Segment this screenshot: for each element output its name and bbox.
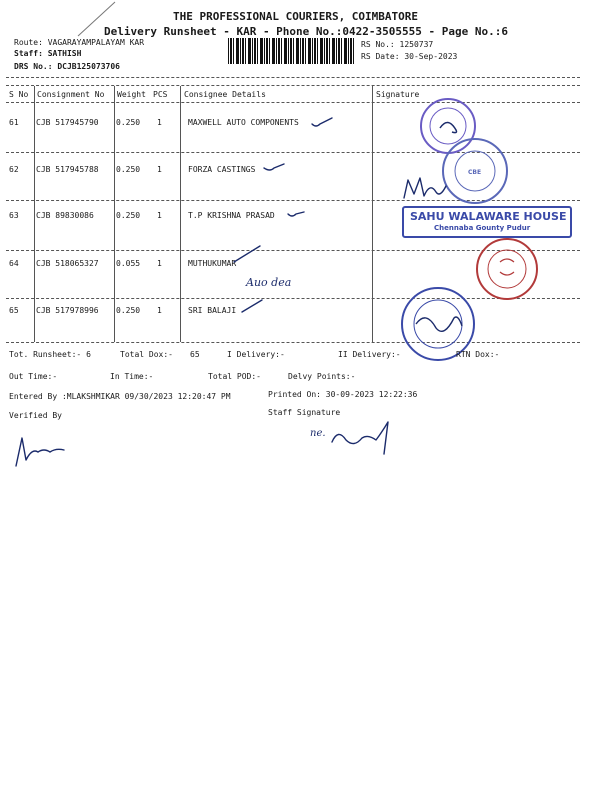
table-row-sno: 63	[9, 211, 19, 220]
table-row-consignee: FORZA CASTINGS	[188, 165, 256, 174]
page-subtitle: Delivery Runsheet - KAR - Phone No.:0422-3505555 - Page No.:6	[104, 25, 508, 38]
table-top-line-2	[6, 85, 580, 86]
delvy-points: Delvy Points:-	[288, 372, 356, 381]
col-divider	[180, 86, 181, 342]
drs-number: DRS No.: DCJB125073706	[14, 62, 120, 71]
staff-signature-label: Staff Signature	[268, 408, 341, 417]
in-time: In Time:-	[110, 372, 154, 381]
rs-date: RS Date: 30-Sep-2023	[361, 52, 458, 61]
table-row-consignment: CJB 518065327	[36, 259, 99, 268]
table-row-weight: 0.250	[116, 211, 141, 220]
printed-on: Printed On: 30-09-2023 12:22:36	[268, 390, 418, 399]
total-dox-value: 65	[190, 350, 200, 359]
total-pod: Total POD:-	[208, 372, 261, 381]
col-header-sno: S No	[9, 90, 29, 99]
table-row-pcs: 1	[157, 118, 162, 127]
col-divider	[372, 86, 373, 342]
rtn-dox: RTN Dox:-	[456, 350, 500, 359]
barcode-bars	[228, 38, 356, 64]
staff-signature-prefix: ne.	[310, 428, 326, 439]
table-bottom-line	[6, 342, 580, 343]
stamp-line-1: SAHU WALAWARE HOUSE	[410, 210, 567, 223]
col-header-signature: Signature	[376, 90, 420, 99]
page-title: THE PROFESSIONAL COURIERS, COIMBATORE	[173, 10, 419, 23]
table-row-sno: 65	[9, 306, 19, 315]
staff-signature	[328, 418, 398, 458]
circular-stamp	[474, 236, 540, 302]
table-row-pcs: 1	[157, 211, 162, 220]
tick-mark	[310, 116, 334, 128]
tick-mark	[262, 162, 286, 174]
table-row-sno: 64	[9, 259, 19, 268]
table-row-consignee: SRI BALAJI	[188, 306, 237, 315]
col-header-pcs: PCS	[153, 90, 168, 99]
table-header-line	[6, 102, 580, 103]
out-time: Out Time:-	[9, 372, 58, 381]
tick-mark	[232, 244, 262, 266]
svg-text:CBE: CBE	[468, 169, 482, 176]
tick-mark	[240, 298, 264, 316]
table-row-consignment: CJB 89830086	[36, 211, 94, 220]
tot-runsheet: Tot. Runsheet:- 6	[9, 350, 91, 359]
col-header-consignee: Consignee Details	[184, 90, 266, 99]
col-header-weight: Weight	[117, 90, 146, 99]
table-row-weight: 0.250	[116, 118, 141, 127]
table-row-pcs: 1	[157, 165, 162, 174]
signature	[400, 172, 450, 202]
entered-by: Entered By :MLAKSHMIKAR 09/30/2023 12:20:47 PM	[9, 392, 231, 401]
table-row-consignment: CJB 517978996	[36, 306, 99, 315]
table-row-sno: 62	[9, 165, 19, 174]
staff-label: Staff: SATHISH	[14, 49, 82, 58]
handwritten-note: Auo dea	[246, 276, 292, 289]
table-row-consignee: T.P KRISHNA PRASAD	[188, 211, 275, 220]
table-row-consignee: MAXWELL AUTO COMPONENTS	[188, 118, 299, 127]
rs-number: RS No.: 1250737	[361, 40, 434, 49]
col-divider	[34, 86, 35, 342]
table-row-sno: 61	[9, 118, 19, 127]
table-row-consignee: MUTHUKUMAR	[188, 259, 237, 268]
col-header-consignment: Consignment No	[37, 90, 105, 99]
stamp-line-2: Chennaba Gounty Pudur	[434, 224, 531, 232]
route-label: Route: VAGARAYAMPALAYAM KAR	[14, 38, 145, 47]
ii-delivery: II Delivery:-	[338, 350, 401, 359]
table-top-line	[6, 77, 580, 78]
table-row-consignment: CJB 517945788	[36, 165, 99, 174]
table-row-weight: 0.250	[116, 306, 141, 315]
table-row-weight: 0.055	[116, 259, 141, 268]
table-row-consignment: CJB 517945790	[36, 118, 99, 127]
circular-stamp	[440, 136, 510, 206]
verifier-signature	[8, 430, 68, 470]
i-delivery: I Delivery:-	[227, 350, 285, 359]
table-row-pcs: 1	[157, 259, 162, 268]
col-divider	[114, 86, 115, 342]
table-row-weight: 0.250	[116, 165, 141, 174]
tick-mark	[286, 208, 306, 220]
table-row-pcs: 1	[157, 306, 162, 315]
verified-by: Verified By	[9, 411, 62, 420]
total-dox-label: Total Dox:-	[120, 350, 173, 359]
pen-stroke	[70, 0, 120, 40]
